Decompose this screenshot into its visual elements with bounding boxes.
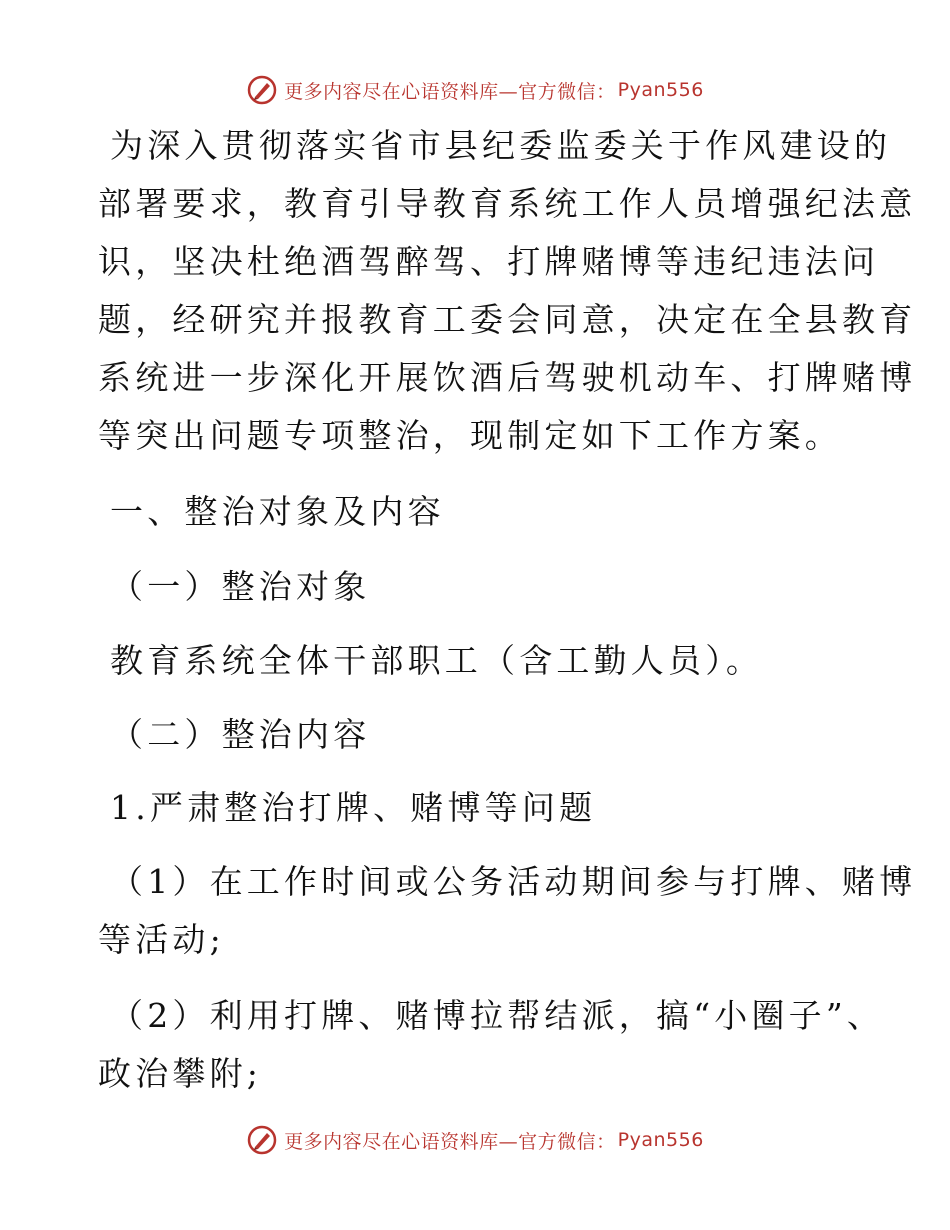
text-line: （2）利用打牌、赌博拉帮结派，搞“小圈子”、 <box>110 996 885 1035</box>
watermark-handle: Pyan556 <box>617 79 704 101</box>
text-line: 题，经研究并报教育工委会同意，决定在全县教育 <box>98 300 917 339</box>
text-line: 教育系统全体干部职工（含工勤人员）。 <box>110 641 764 680</box>
subsection-heading: （一）整治对象 <box>110 567 371 606</box>
watermark-footer <box>0 1120 950 1160</box>
text-line: 等突出问题专项整治，现制定如下工作方案。 <box>98 416 842 455</box>
watermark-text: 更多内容尽在心语资料库—官方微信： <box>284 80 616 103</box>
text-line: 系统进一步深化开展饮酒后驾驶机动车、打牌赌博 <box>98 358 917 397</box>
item-heading: 1.严肃整治打牌、赌博等问题 <box>110 788 597 827</box>
text-line: 为深入贯彻落实省市县纪委监委关于作风建设的 <box>110 126 892 165</box>
text-line: 政治攀附; <box>98 1054 263 1093</box>
watermark-handle: Pyan556 <box>617 1129 704 1151</box>
subsection-heading: （二）整治内容 <box>110 715 371 754</box>
watermark-text: 更多内容尽在心语资料库—官方微信： <box>284 1130 616 1153</box>
pen-logo-icon <box>246 74 278 106</box>
pen-logo-icon <box>246 1124 278 1156</box>
text-line: （1）在工作时间或公务活动期间参与打牌、赌博 <box>110 862 917 901</box>
text-line: 等活动; <box>98 920 225 959</box>
text-line: 识，坚决杜绝酒驾醉驾、打牌赌博等违纪违法问 <box>98 242 880 281</box>
section-heading: 一、整治对象及内容 <box>110 492 445 531</box>
text-line: 部署要求，教育引导教育系统工作人员增强纪法意 <box>98 184 917 223</box>
watermark-header <box>0 70 950 110</box>
